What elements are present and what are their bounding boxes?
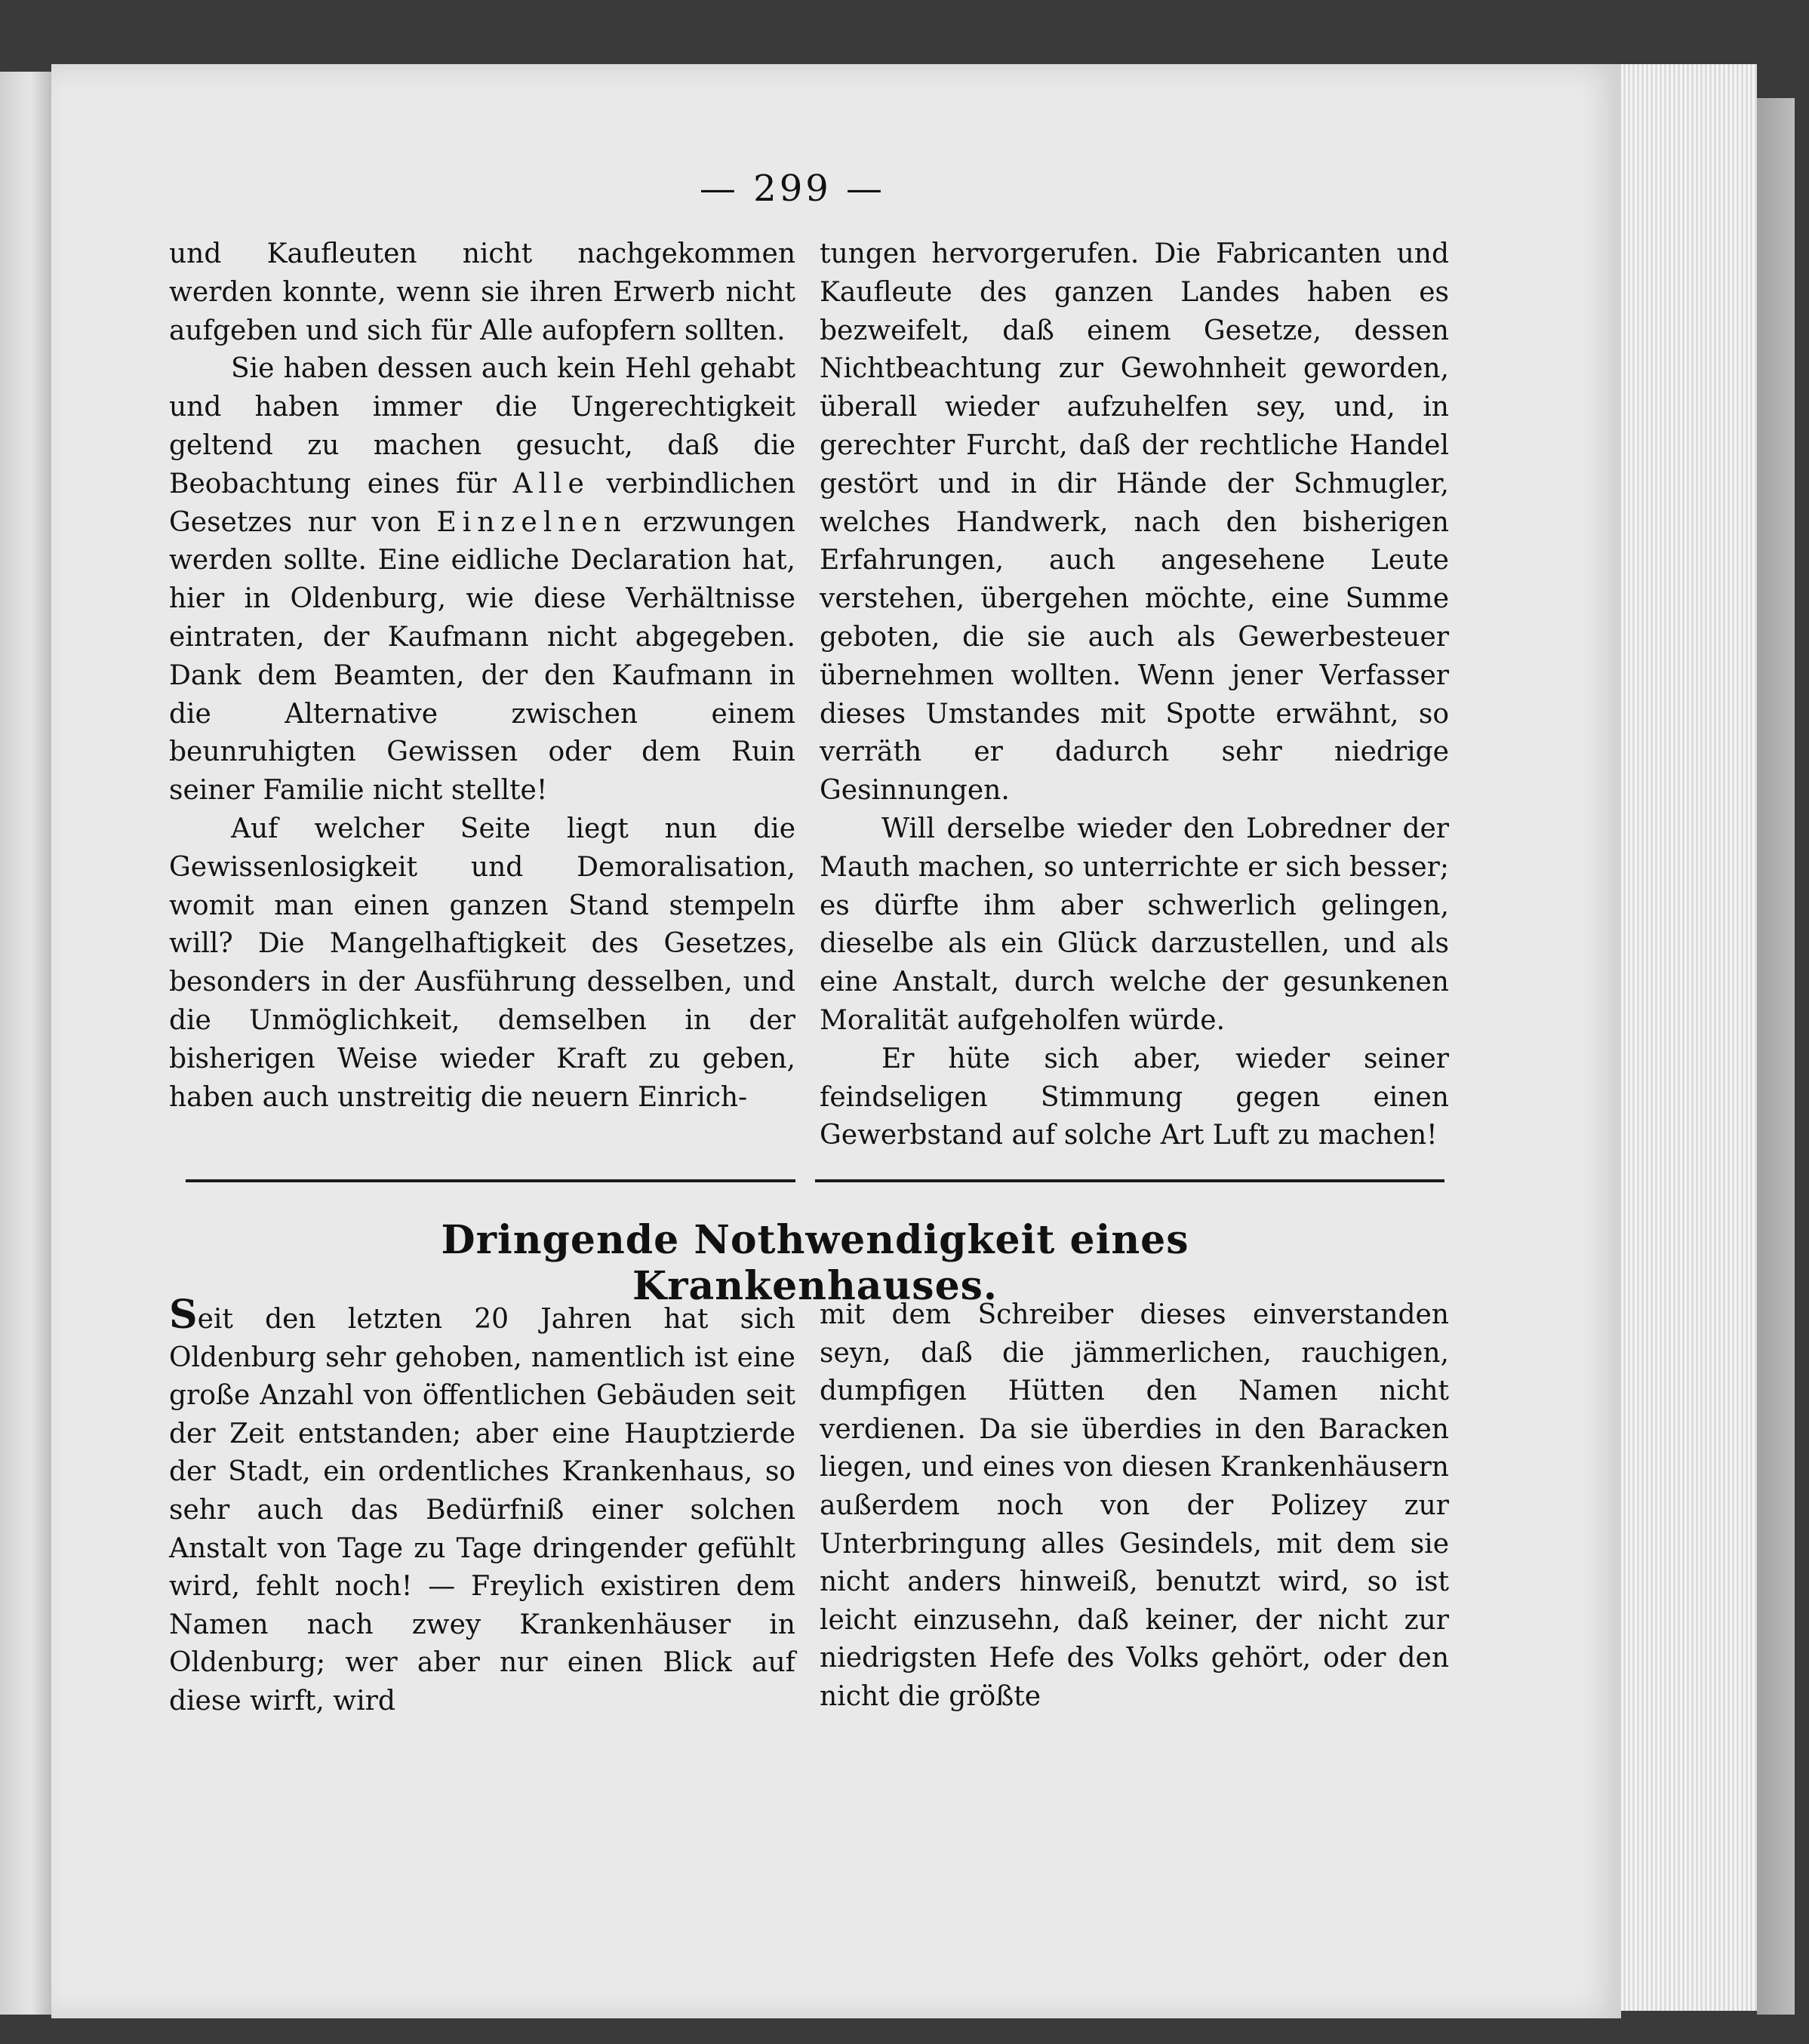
book-cover-edge xyxy=(1757,98,1795,2015)
section-divider-left xyxy=(186,1179,795,1182)
article1-column-left xyxy=(169,235,795,1117)
paragraph: Will derselbe wieder den Lobredner der Mauth machen, so unterrichte er sich besser; es dürfte ihm aber schwerlich gelingen, dieselbe als ein Glück darzustellen, und als eine Anstalt, durch welche der gesunkenen Moralität aufgeholfen würde. xyxy=(820,813,1449,1036)
page-block-edge xyxy=(1621,64,1757,2011)
paragraph: Sie haben dessen auch kein Hehl gehabt und haben immer die Ungerechtigkeit geltend zu machen gesucht, daß die Beobachtung eines für Alle verbindlichen Gesetzes nur von Einzelnen erzwungen werden sollte. Eine eidliche Declaration hat, hier in Oldenburg, wie diese Verhältnisse eintraten, der Kaufmann nicht abgegeben. Dank dem Beamten, der den Kaufmann in die Alternative zwischen einem beunruhigten Gewissen oder dem Ruin seiner Familie nicht stellte! xyxy=(169,353,796,807)
spaced-emphasis: Alle xyxy=(512,468,590,499)
article1-column-right xyxy=(820,235,1449,1155)
paragraph: mit dem Schreiber dieses einverstanden seyn, daß die jämmerlichen, rauchigen, dumpfigen Hütten den Namen nicht verdienen. Da sie überdies in den Baracken liegen, und eines von diesen Krankenhäusern außerdem noch von der Polizey zur Unterbringung alles Gesindels, mit dem sie nicht anders hinweiß, benutzt wird, so ist leicht einzusehn, daß keiner, der nicht zur niedrigsten Hefe des Volks gehört, oder den nicht die größte xyxy=(820,1299,1449,1712)
article2-column-right xyxy=(820,1296,1449,1717)
paragraph: Auf welcher Seite liegt nun die Gewissenlosigkeit und Demoralisation, womit man einen ganzen Stand stempeln will? Die Mangelhaftigkeit des Gesetzes, besonders in der Ausführung desselben, und die Unmöglichkeit, demselben in der bisherigen Weise wieder Kraft zu geben, haben auch unstreitig die neuern Einrich- xyxy=(169,813,795,1113)
spaced-emphasis: Einzelnen xyxy=(436,506,627,538)
paragraph: Er hüte sich aber, wieder seiner feindseligen Stimmung gegen einen Gewerbstand auf solche Art Luft zu machen! xyxy=(820,1043,1449,1151)
paragraph: tungen hervorgerufen. Die Fabricanten und Kaufleute des ganzen Landes haben es bezweifelt, daß einem Gesetze, dessen Nichtbeachtung zur Gewohnheit geworden, überall wieder aufzuhelfen sey, und, in gerechter Furcht, daß der rechtliche Handel gestört und in dir Hände der Schmugler, welches Handwerk, nach den bisherigen Erfahrungen, auch angesehene Leute verstehen, übergehen möchte, eine Summe geboten, die sie auch als Gewerbesteuer übernehmen wollten. Wenn jener Verfasser dieses Umstandes mit Spotte erwähnt, so verräth er dadurch sehr niedrige Gesinnungen. xyxy=(820,238,1449,807)
article2-column-left xyxy=(169,1292,795,1721)
paragraph: Seit den letzten 20 Jahren hat sich Oldenburg sehr gehoben, namentlich ist eine große Anzahl von öffentlichen Gebäuden seit der Zeit entstanden; aber eine Hauptzierde der Stadt, ein ordentliches Krankenhaus, so sehr auch das Bedürfniß einer solchen Anstalt von Tage zu Tage dringender gefühlt wird, fehlt noch! — Freylich existiren dem Namen nach zwey Krankenhäuser in Oldenburg; wer aber nur einen Blick auf diese wirft, wird xyxy=(169,1292,795,1717)
facing-page-edge xyxy=(0,72,51,2015)
initial-letter: S xyxy=(169,1292,198,1338)
paragraph: und Kaufleuten nicht nachgekommen werden konnte, wenn sie ihren Erwerb nicht aufgeben und sich für Alle aufopfern sollten. xyxy=(169,238,795,346)
page-number: — 299 — xyxy=(699,168,886,210)
section-divider-right xyxy=(815,1179,1444,1182)
article-heading: Dringende Nothwendigkeit eines Krankenhauses. xyxy=(441,1217,1189,1309)
